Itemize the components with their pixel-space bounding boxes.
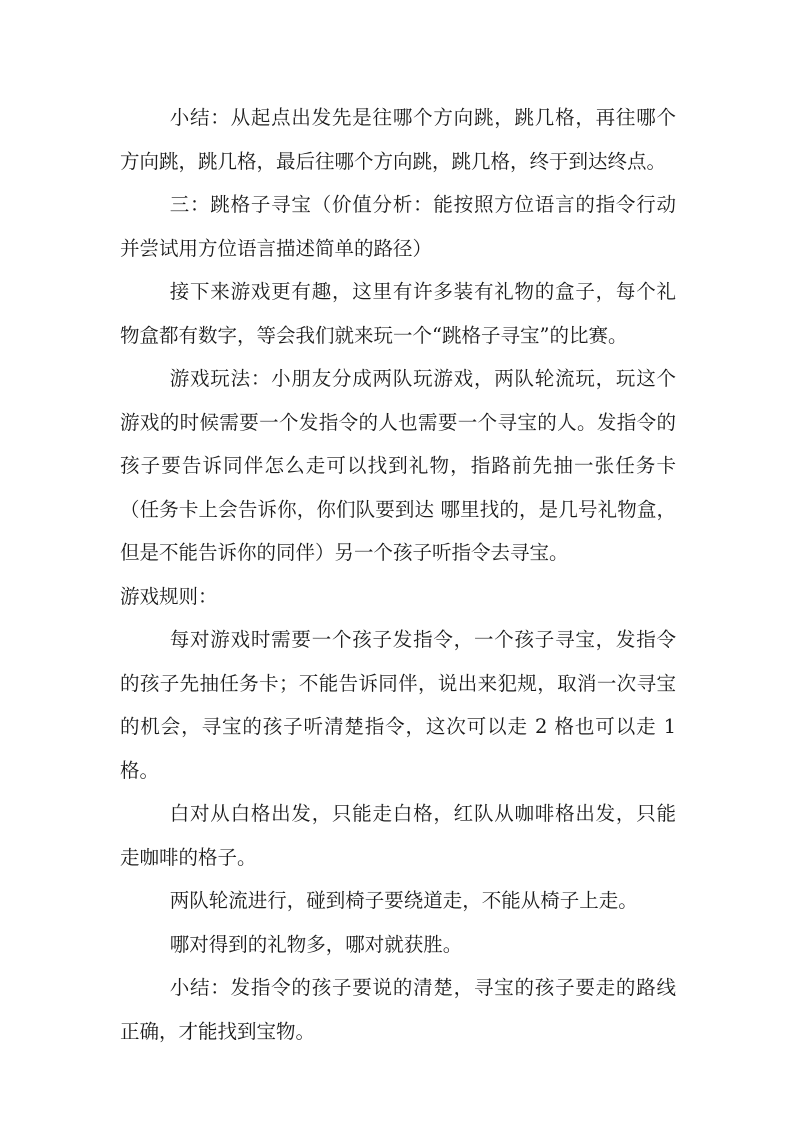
paragraph-final-summary: 小结：发指令的孩子要说的清楚，寻宝的孩子要走的路线正确，才能找到宝物。	[120, 976, 676, 1043]
paragraph-game-rules-label: 游戏规则：	[120, 584, 218, 608]
paragraph-game-intro: 接下来游戏更有趣，这里有许多装有礼物的盒子，每个礼物盒都有数字，等会我们就来玩一个“跳格子寻宝”的比赛。	[120, 280, 676, 347]
paragraph-game-play: 游戏玩法：小朋友分成两队玩游戏，两队轮流玩，玩这个游戏的时候需要一个发指令的人也需要一个寻宝的人。发指令的孩子要告诉同伴怎么走可以找到礼物，指路前先抽一张任务卡（任务卡上会告诉你，你们队要到达 哪里找的，是几号礼物盒，但是不能告诉你的同伴）另一个孩子听指令去寻宝。	[120, 367, 676, 564]
paragraph-summary-jump-route: 小结：从起点出发先是往哪个方向跳，跳几格，再往哪个方向跳，跳几格，最后往哪个方向跳，跳几格，终于到达终点。	[120, 106, 676, 173]
document-body	[120, 96, 676, 1053]
paragraph-rule-turns: 两队轮流进行，碰到椅子要绕道走，不能从椅子上走。	[169, 889, 638, 912]
paragraph-section-three-heading: 三：跳格子寻宝（价值分析：能按照方位语言的指令行动并尝试用方位语言描述简单的路径）	[120, 193, 676, 260]
paragraph-rule-colors: 白对从白格出发，只能走白格，红队从咖啡格出发，只能走咖啡的格子。	[120, 802, 676, 869]
paragraph-rule-instructions: 每对游戏时需要一个孩子发指令，一个孩子寻宝，发指令的孩子先抽任务卡；不能告诉同伴，说出来犯规，取消一次寻宝的机会，寻宝的孩子听清楚指令，这次可以走 2 格也可以走 1 格。	[120, 628, 676, 782]
paragraph-rule-winner: 哪对得到的礼物多，哪对就获胜。	[169, 932, 463, 956]
